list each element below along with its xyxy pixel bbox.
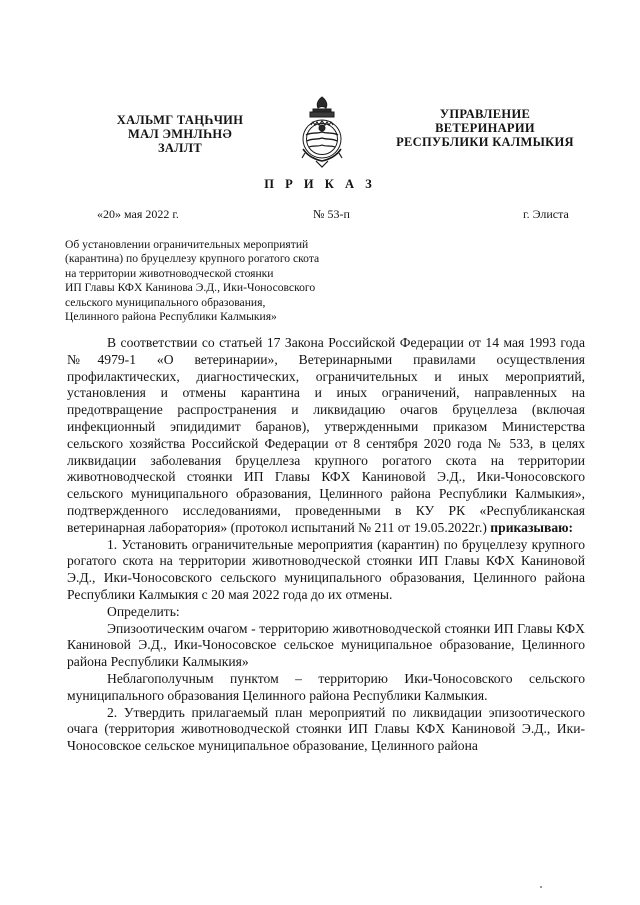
header-russian-title xyxy=(385,107,585,149)
document-title: П Р И К А З xyxy=(264,177,376,191)
header-right-line-2: ВЕТЕРИНАРИИ xyxy=(435,121,535,135)
header-left-line-1: ХАЛЬМГ ТАҢҺЧИН xyxy=(116,113,244,127)
header-left-line-3: ЗАЛЛТ xyxy=(157,141,203,155)
subject-line: сельского муниципального образования, xyxy=(65,295,266,309)
scan-speck xyxy=(540,886,542,888)
coat-of-arms-emblem-icon xyxy=(297,95,347,169)
epizootic-focus-paragraph: Эпизоотическим очагом - территорию животноводческой стоянки ИП Главы КФХ Каниновой Э.Д., Ики-Чоносовское сельское муниципальное образование, Целинного района Республики Калмыкия» xyxy=(67,620,585,670)
order-date: «20» мая 2022 г. xyxy=(97,207,179,221)
subject-line: (карантина) по бруцеллезу крупного рогатого скота xyxy=(65,252,320,266)
unfavorable-point-paragraph: Неблагополучным пунктом – территорию Ики-Чоносовского сельского муниципального образования Целинного района Республики Калмыкия. xyxy=(67,670,585,703)
order-subject xyxy=(65,238,385,324)
clause-1-paragraph: 1. Установить ограничительные мероприятия (карантин) по бруцеллезу крупного рогатого скота на территории животноводческой стоянки ИП Главы КФХ Каниновой Э.Д., Ики-Чоносовского сельского муниципального образования, Целинного района Республики Калмыкия с 20 мая 2022 года до их отмены. xyxy=(67,536,585,602)
subject-line: Целинного района Республики Калмыкия» xyxy=(65,310,277,324)
order-body xyxy=(67,335,585,755)
subject-line: Об установлении ограничительных мероприятий xyxy=(65,238,309,251)
define-heading: Определить: xyxy=(107,603,180,619)
subject-line: ИП Главы КФХ Канинова Э.Д., Ики-Чоносовского xyxy=(65,281,316,295)
order-city: г. Элиста xyxy=(523,207,569,221)
header-kalmyk-title xyxy=(100,113,260,155)
header-right-line-1: УПРАВЛЕНИЕ xyxy=(439,107,531,121)
subject-line: на территории животноводческой стоянки xyxy=(65,266,274,280)
order-keyword: приказываю: xyxy=(490,519,574,535)
preamble-text: В соответствии со статьей 17 Закона Российской Федерации от 14 мая 1993 года №4979-1 «О ветеринарии», Ветеринарными правилами осуществления профилактических, диагностических, ограничительных и иных мероприятий, установления и отмены карантина и иных ограничений, направленных на предотвращение распространения и ликвидацию очагов бруцеллеза (включая инфекционный эпидидимит баранов), утвержденными приказом Министерства сельского хозяйства Российской Федерации от 8 сентября 2020 года № 533, в целях ликвидации заболевания бруцеллеза крупного рогатого скота на территории животноводческой стоянки ИП Главы КФХ Каниновой Э.Д., Ики-Чоносовского сельского муниципального образования, Целинного района Республики Калмыкия», подтвержденного исследованиями, проведенными в КУ РК «Республиканская ветеринарная лаборатория» (протокол испытаний № 211 от 19.05.2022г.) xyxy=(67,335,585,535)
order-number: № 53-п xyxy=(313,207,350,221)
header-right-line-3: РЕСПУБЛИКИ КАЛМЫКИЯ xyxy=(396,135,574,149)
header-left-line-2: МАЛ ЭМНЛҺНƏ xyxy=(127,127,232,141)
clause-2-paragraph: 2. Утвердить прилагаемый план мероприятий по ликвидации эпизоотического очага (территория животноводческой стоянки ИП Главы КФХ Каниновой Э.Д., Ики-Чоносовское сельское муниципальное образование, Целинного района xyxy=(67,704,585,754)
preamble-paragraph xyxy=(67,335,585,537)
